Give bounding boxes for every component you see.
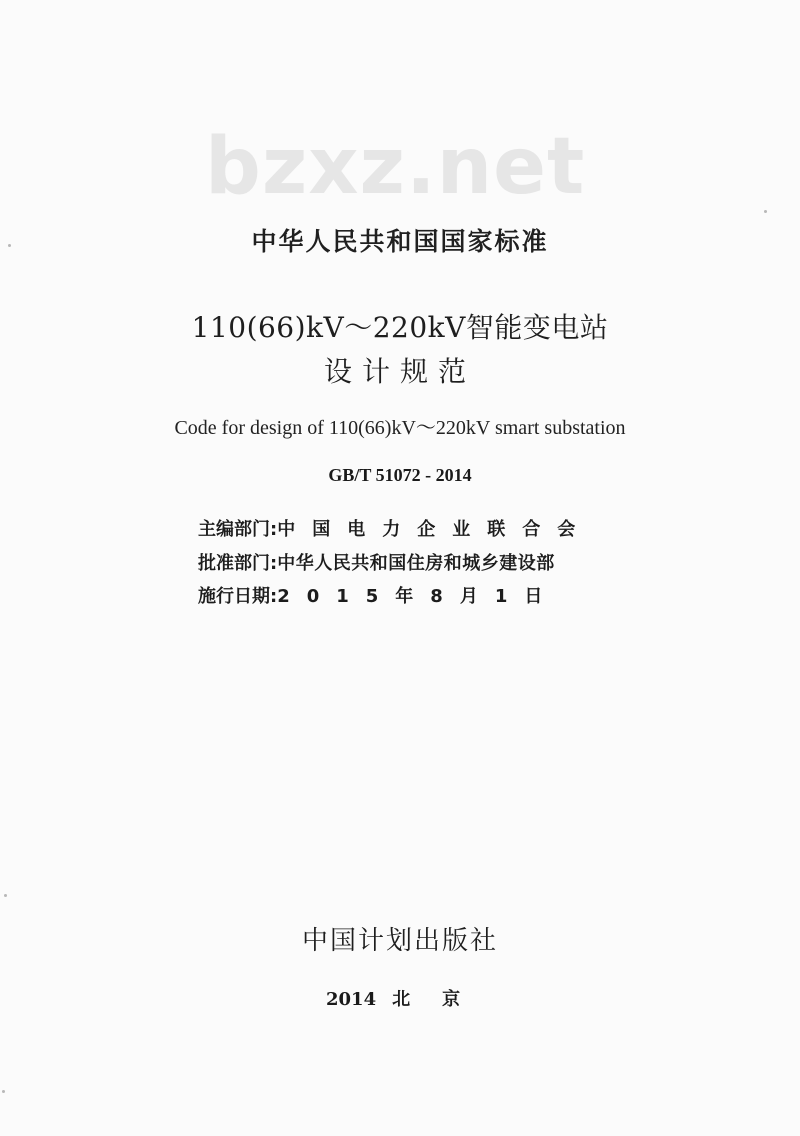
document-title-line-1: 110(66)kV～220kV智能变电站 [191,311,609,344]
publisher-name: 中国计划出版社 [301,926,498,956]
publication-line [326,985,492,1011]
scan-speck [764,210,767,213]
effective-date-value: 2015年8月1日 [277,586,560,607]
standard-code: GB/T 51072 - 2014 [328,465,472,485]
approval-department-value: 中华人民共和国住房和城乡建设部 [277,553,555,574]
publication-city: 北京 [392,989,493,1010]
document-title-line-2: 设计规范 [323,355,476,388]
approval-department-label: 批准部门: [198,553,278,574]
national-standard-heading: 中华人民共和国国家标准 [251,227,549,256]
scan-speck [8,244,11,247]
chief-department-value: 中国电力企业联合会 [277,519,593,540]
scan-speck [2,1090,5,1093]
effective-date-label: 施行日期: [198,586,278,607]
scan-speck [4,894,7,897]
approval-department-row [198,549,555,575]
effective-date-row [198,582,559,608]
english-title: Code for design of 110(66)kV～220kV smart substation [174,417,626,439]
chief-department-label: 主编部门: [198,519,278,540]
chief-department-row [198,515,592,541]
watermark: bzxz.net [205,122,586,212]
publication-year: 2014 [326,989,377,1010]
